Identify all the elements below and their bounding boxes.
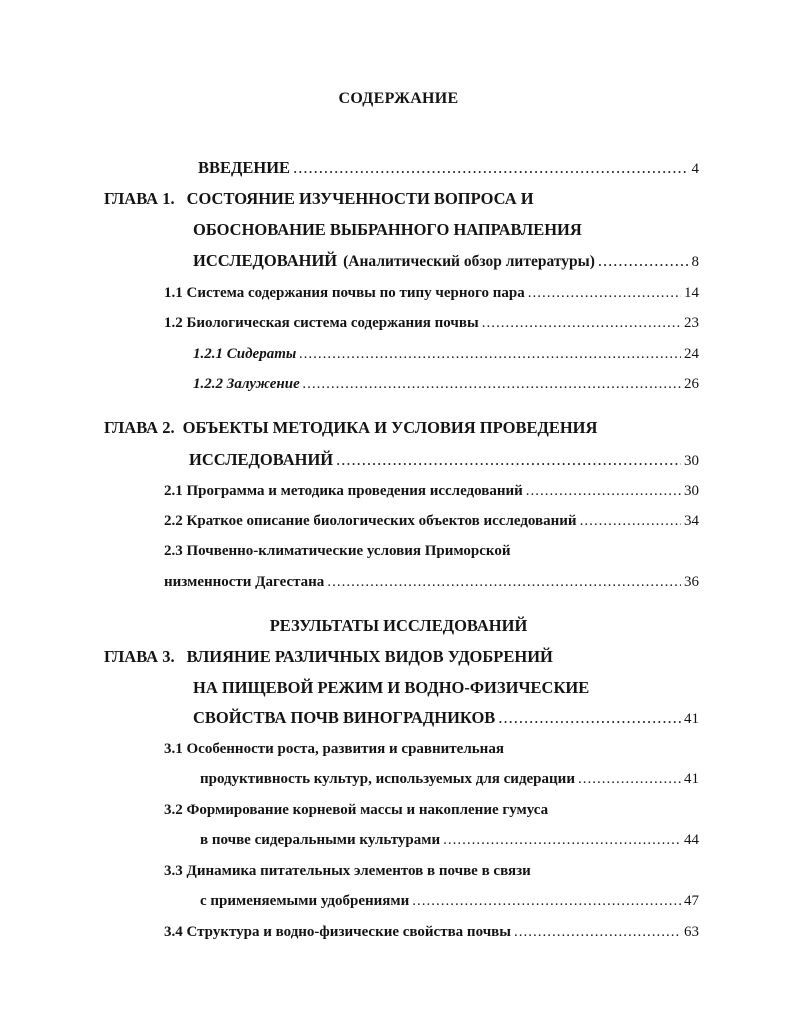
page-number: 34 bbox=[684, 513, 699, 529]
toc-entry-3-1[interactable] bbox=[200, 769, 699, 789]
chapter-1-label-row bbox=[104, 189, 534, 209]
page-number: 4 bbox=[691, 161, 699, 177]
chapter-3-title-line-2 bbox=[193, 678, 589, 698]
leader-dots bbox=[336, 450, 681, 470]
toc-entry-label: 3.2 Формирование корневой массы и накопление гумуса bbox=[164, 802, 549, 818]
page-number: 36 bbox=[684, 574, 699, 590]
chapter-title-line: НА ПИЩЕВОЙ РЕЖИМ И ВОДНО-ФИЗИЧЕСКИЕ bbox=[193, 678, 590, 697]
leader-dots bbox=[528, 283, 681, 303]
chapter-1-title-line-2 bbox=[193, 220, 582, 240]
chapter-title-line: СВОЙСТВА ПОЧВ ВИНОГРАДНИКОВ bbox=[193, 708, 496, 727]
toc-entry-2-3-line-1 bbox=[164, 541, 510, 561]
leader-dots bbox=[299, 344, 681, 364]
page-number: 23 bbox=[684, 315, 699, 331]
leader-dots bbox=[293, 158, 688, 178]
toc-entry-label: продуктивность культур, используемых для сидерации bbox=[200, 771, 575, 787]
toc-entry-label: ВВЕДЕНИЕ bbox=[198, 158, 291, 177]
toc-entry-3-4[interactable] bbox=[164, 922, 699, 942]
chapter-title-line: ОБЪЕКТЫ МЕТОДИКА И УСЛОВИЯ ПРОВЕДЕНИЯ bbox=[182, 418, 598, 437]
chapter-label: ГЛАВА 1. bbox=[104, 189, 175, 208]
toc-entry-label: 3.3 Динамика питательных элементов в почве в связи bbox=[164, 863, 531, 879]
chapter-2-label-row bbox=[104, 418, 597, 438]
page-number: 44 bbox=[684, 832, 699, 848]
toc-entry-label: 1.2.1 Сидераты bbox=[193, 346, 297, 362]
leader-dots bbox=[580, 511, 681, 531]
toc-entry-label: в почве сидеральными культурами bbox=[200, 832, 441, 848]
leader-dots bbox=[598, 251, 689, 271]
toc-entry-chapter-3[interactable] bbox=[193, 708, 699, 729]
chapter-3-label-row bbox=[104, 647, 553, 667]
toc-entry-3-3-line-1 bbox=[164, 861, 531, 881]
chapter-subtitle: (Аналитический обзор литературы) bbox=[343, 253, 595, 270]
page-number: 26 bbox=[684, 376, 699, 392]
page-number: 14 bbox=[684, 285, 699, 301]
leader-dots bbox=[443, 830, 681, 850]
leader-dots bbox=[327, 572, 681, 592]
toc-entry-1-2-1[interactable] bbox=[193, 344, 699, 364]
page-number: 30 bbox=[684, 453, 699, 469]
toc-entry-chapter-2[interactable] bbox=[189, 450, 699, 471]
toc-entry-label: 1.2.2 Залужение bbox=[193, 376, 300, 392]
page-number: 63 bbox=[684, 924, 699, 940]
toc-entry-1-2-2[interactable] bbox=[193, 374, 699, 394]
toc-entry-label: 3.1 Особенности роста, развития и сравнительная bbox=[164, 741, 504, 757]
leader-dots bbox=[498, 708, 681, 728]
toc-entry-chapter-1[interactable] bbox=[193, 251, 699, 272]
chapter-title-line: ОБОСНОВАНИЕ ВЫБРАННОГО НАПРАВЛЕНИЯ bbox=[193, 220, 582, 239]
leader-dots bbox=[578, 769, 681, 789]
page-number: 41 bbox=[684, 771, 699, 787]
toc-entry-3-3[interactable] bbox=[200, 891, 699, 911]
toc-entry-intro[interactable] bbox=[198, 158, 699, 179]
toc-entry-label: 2.2 Краткое описание биологических объектов исследований bbox=[164, 513, 577, 529]
section-heading-results: РЕЗУЛЬТАТЫ ИССЛЕДОВАНИЙ bbox=[269, 616, 528, 635]
toc-entry-label: 1.1 Система содержания почвы по типу черного пара bbox=[164, 285, 525, 301]
chapter-label: ГЛАВА 2. bbox=[104, 418, 175, 437]
toc-entry-3-2[interactable] bbox=[200, 830, 699, 850]
toc-entry-label: с применяемыми удобрениями bbox=[200, 893, 410, 909]
toc-entry-label: 2.1 Программа и методика проведения исследований bbox=[164, 483, 523, 499]
chapter-title-line: ИССЛЕДОВАНИЙ bbox=[189, 450, 334, 469]
toc-entry-2-3[interactable] bbox=[164, 572, 699, 592]
toc-entry-label: низменности Дагестана bbox=[164, 574, 325, 590]
toc-entry-2-2[interactable] bbox=[164, 511, 699, 531]
toc-entry-1-1[interactable] bbox=[164, 283, 699, 303]
page-number: 24 bbox=[684, 346, 699, 362]
toc-entry-3-2-line-1 bbox=[164, 800, 548, 820]
page-title: СОДЕРЖАНИЕ bbox=[338, 90, 459, 107]
page-number: 30 bbox=[684, 483, 699, 499]
chapter-title-line: ИССЛЕДОВАНИЙ bbox=[193, 251, 338, 270]
page-number: 47 bbox=[684, 893, 699, 909]
chapter-title-line: СОСТОЯНИЕ ИЗУЧЕННОСТИ ВОПРОСА И bbox=[186, 189, 534, 208]
toc-entry-label: 3.4 Структура и водно-физические свойства почвы bbox=[164, 924, 511, 940]
leader-dots bbox=[412, 891, 681, 911]
chapter-title-line: ВЛИЯНИЕ РАЗЛИЧНЫХ ВИДОВ УДОБРЕНИЙ bbox=[186, 647, 553, 666]
toc-entry-1-2[interactable] bbox=[164, 313, 699, 333]
page-number: 8 bbox=[691, 254, 699, 270]
leader-dots bbox=[526, 481, 681, 501]
leader-dots bbox=[482, 313, 681, 333]
page-number: 41 bbox=[684, 711, 699, 727]
chapter-label: ГЛАВА 3. bbox=[104, 647, 175, 666]
leader-dots bbox=[303, 374, 681, 394]
toc-entry-label: 1.2 Биологическая система содержания почвы bbox=[164, 315, 479, 331]
toc-entry-2-1[interactable] bbox=[164, 481, 699, 501]
toc-entry-label: 2.3 Почвенно-климатические условия Приморской bbox=[164, 543, 511, 559]
leader-dots bbox=[514, 922, 681, 942]
toc-entry-3-1-line-1 bbox=[164, 739, 504, 759]
